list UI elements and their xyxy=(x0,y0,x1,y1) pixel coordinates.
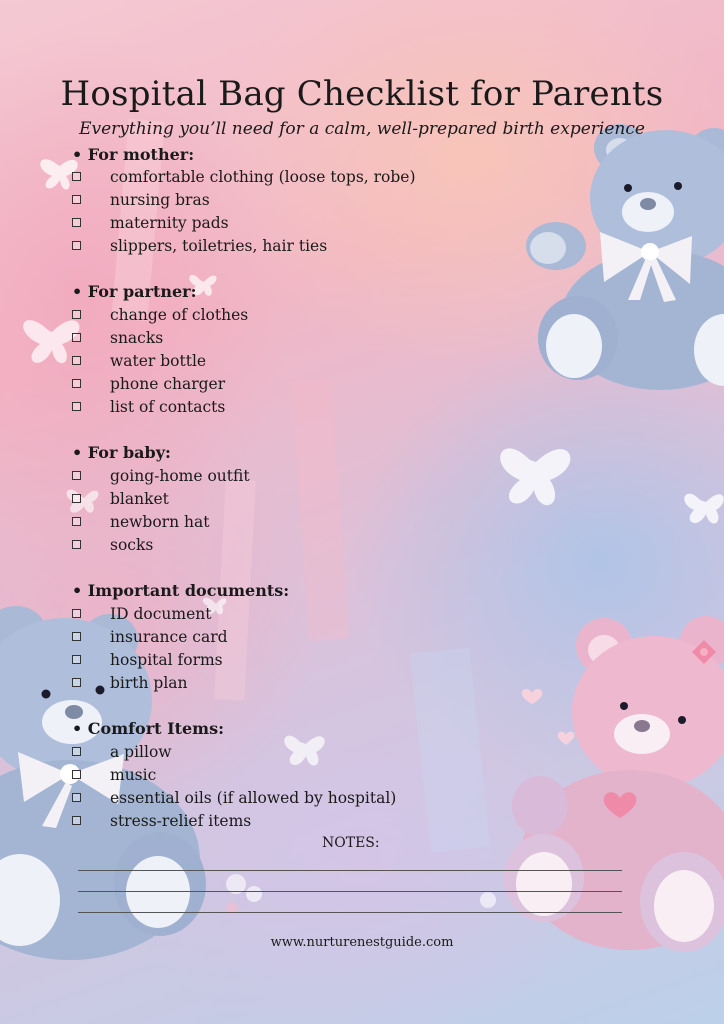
checkbox[interactable] xyxy=(72,494,81,503)
checkbox[interactable] xyxy=(72,540,81,549)
checkbox[interactable] xyxy=(72,770,81,779)
item-label: water bottle xyxy=(110,352,207,370)
checkbox[interactable] xyxy=(72,241,81,250)
notes-line[interactable] xyxy=(78,891,622,892)
checkbox[interactable] xyxy=(72,816,81,825)
item-label: birth plan xyxy=(110,674,188,692)
checkbox[interactable] xyxy=(72,632,81,641)
section-heading-baby: • For baby: xyxy=(72,443,171,462)
page-subtitle: Everything you’ll need for a calm, well-prepared birth experience xyxy=(79,119,645,139)
item-label: phone charger xyxy=(110,375,226,393)
item-label: blanket xyxy=(110,490,169,508)
item-label: newborn hat xyxy=(110,513,210,531)
item-label: stress-relief items xyxy=(110,812,252,830)
checkbox[interactable] xyxy=(72,333,81,342)
notes-line[interactable] xyxy=(78,870,622,871)
pink-teddy-bear xyxy=(504,616,724,952)
heart-icon xyxy=(522,689,543,704)
item-label: maternity pads xyxy=(110,214,229,232)
checkbox[interactable] xyxy=(72,218,81,227)
notes-label: NOTES: xyxy=(322,835,380,851)
butterfly-icon xyxy=(684,494,723,524)
checkbox[interactable] xyxy=(72,678,81,687)
section-heading-mother: • For mother: xyxy=(72,145,195,164)
checkbox[interactable] xyxy=(72,609,81,618)
checkbox[interactable] xyxy=(72,747,81,756)
item-label: slippers, toiletries, hair ties xyxy=(110,237,328,255)
checkbox[interactable] xyxy=(72,471,81,480)
page-title: Hospital Bag Checklist for Parents xyxy=(60,74,664,114)
item-label: music xyxy=(110,766,157,784)
checkbox[interactable] xyxy=(72,379,81,388)
checkbox[interactable] xyxy=(72,310,81,319)
heart-icon xyxy=(558,732,575,745)
item-label: insurance card xyxy=(110,628,228,646)
item-label: change of clothes xyxy=(110,306,249,324)
checkbox[interactable] xyxy=(72,172,81,181)
checkbox[interactable] xyxy=(72,356,81,365)
checkbox[interactable] xyxy=(72,195,81,204)
checkbox[interactable] xyxy=(72,793,81,802)
section-heading-comfort: • Comfort Items: xyxy=(72,719,224,738)
item-label: snacks xyxy=(110,329,164,347)
butterfly-icon xyxy=(284,736,324,766)
checkbox[interactable] xyxy=(72,517,81,526)
item-label: going-home outfit xyxy=(110,467,250,485)
item-label: essential oils (if allowed by hospital) xyxy=(110,789,397,807)
notes-line[interactable] xyxy=(78,912,622,913)
butterfly-icon xyxy=(500,448,570,505)
section-heading-partner: • For partner: xyxy=(72,282,197,301)
section-heading-documents: • Important documents: xyxy=(72,581,290,600)
item-label: ID document xyxy=(110,605,212,623)
item-label: comfortable clothing (loose tops, robe) xyxy=(110,168,416,186)
item-label: hospital forms xyxy=(110,651,223,669)
item-label: nursing bras xyxy=(110,191,210,209)
blue-teddy-bear-top xyxy=(526,124,724,390)
checkbox[interactable] xyxy=(72,655,81,664)
item-label: socks xyxy=(110,536,154,554)
flower-decoration xyxy=(226,874,496,914)
item-label: a pillow xyxy=(110,743,172,761)
website-link[interactable]: www.nurturenestguide.com xyxy=(270,935,454,950)
checkbox[interactable] xyxy=(72,402,81,411)
item-label: list of contacts xyxy=(110,398,226,416)
